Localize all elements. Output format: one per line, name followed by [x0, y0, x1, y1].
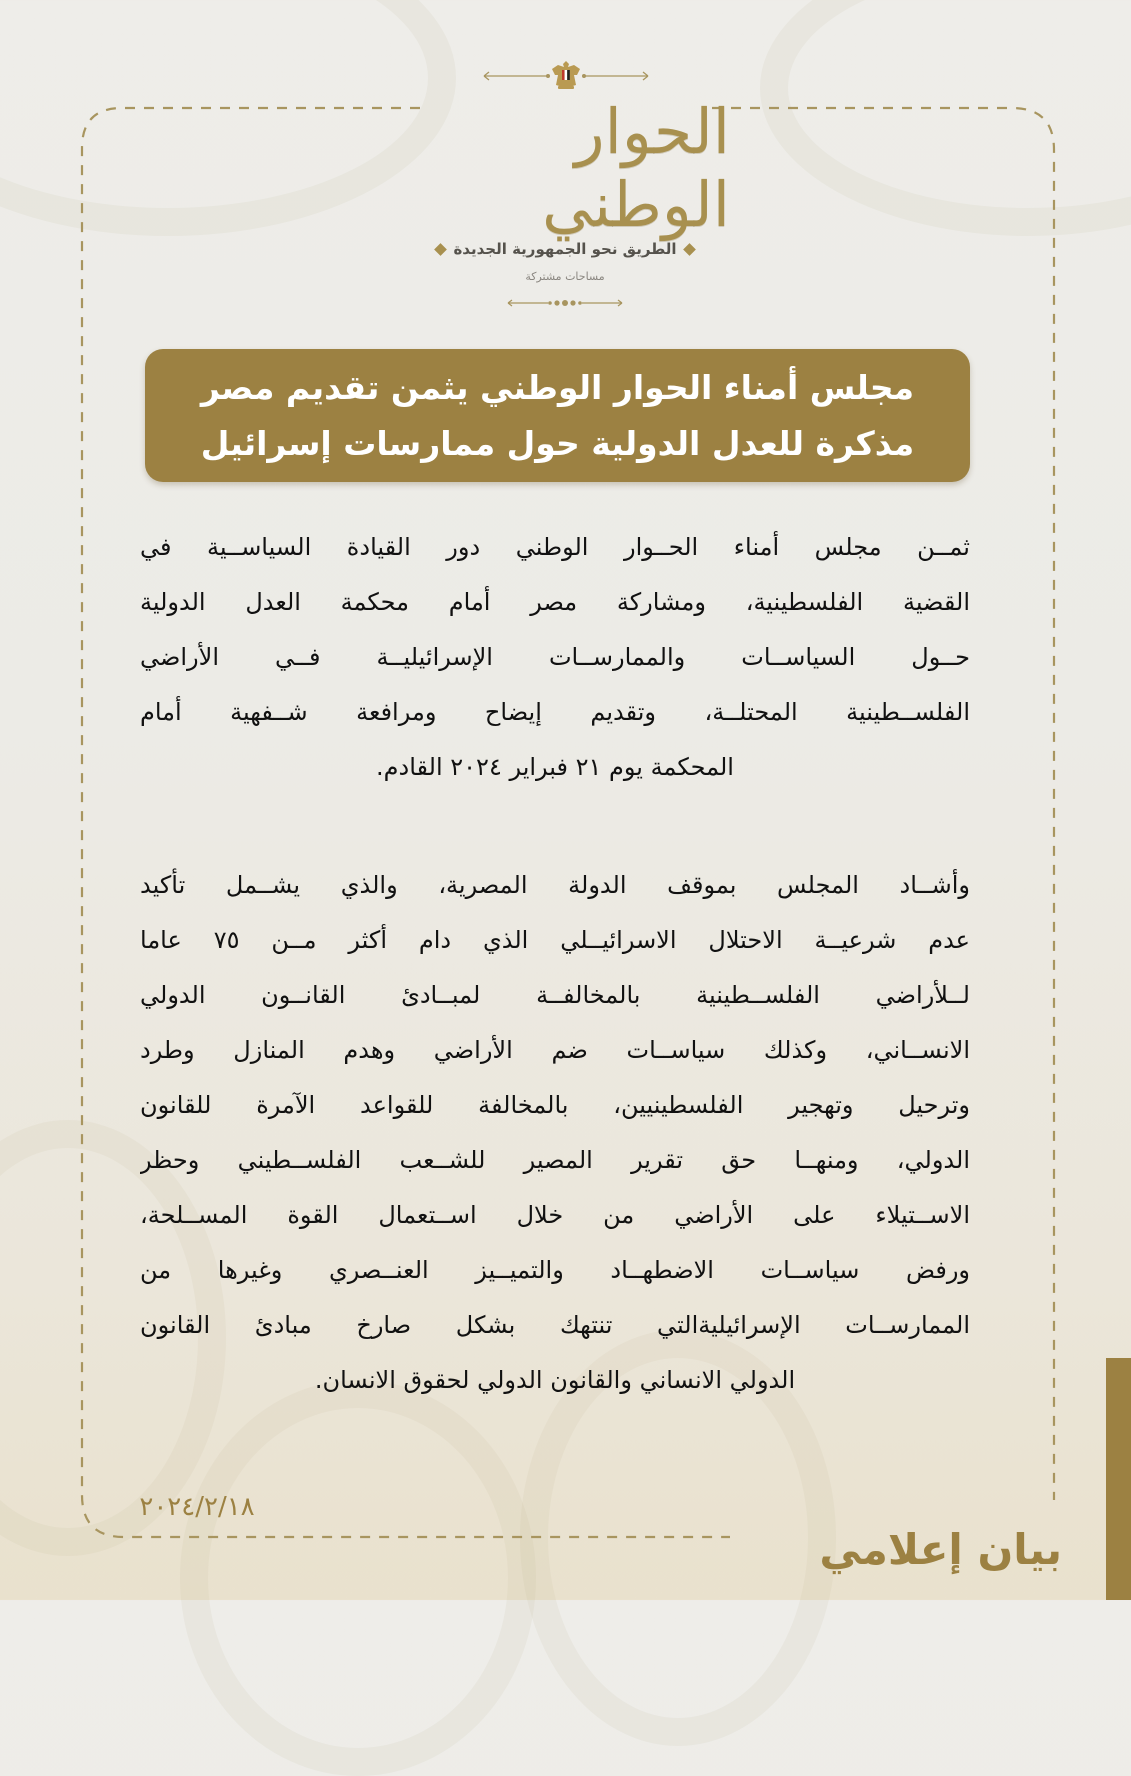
paragraph-line: وترحيل وتهجير الفلسطينيين، بالمخالفة للقواعد الآمرة للقانون [140, 1091, 970, 1119]
paragraph-2 [140, 858, 970, 1408]
diamond-icon [435, 243, 448, 256]
gold-side-bar [1106, 1358, 1131, 1600]
paragraph-line: عدم شرعيــة الاحتلال الاسرائيــلي الذي دام أكثر مــن ٧٥ عاما [140, 926, 970, 954]
paragraph-line: الانســاني، وكذلك سياســات ضم الأراضي وهدم المنازل وطرد [140, 1036, 970, 1064]
diamond-icon [683, 243, 696, 256]
release-date: ٢٠٢٤/٢/١٨ [139, 1492, 255, 1522]
headline-banner [145, 349, 970, 482]
national-dialogue-logo [400, 95, 730, 241]
tagline-text: الطريق نحو الجمهورية الجديدة [453, 240, 677, 258]
paragraph-line: الممارســات الإسرائيليةالتي تنتهك بشكل صارخ مبادئ القانون [140, 1311, 970, 1339]
emblem-ornament [470, 58, 662, 94]
paragraph-line: ورفض سياســات الاضطهــاد والتميــيز العنــصري وغيرها من [140, 1256, 970, 1284]
document-type-label: بيان إعلامي [819, 1525, 1062, 1574]
paragraph-line: حــول السياســات والممارســات الإسرائيليــة فــي الأراضي [140, 643, 970, 671]
headline-line: مذكرة للعدل الدولية حول ممارسات إسرائيل [200, 423, 915, 463]
paragraph-line: الفلســطينية المحتلــة، وتقديم إيضاح ومرافعة شــفهية أمام [140, 698, 970, 726]
paragraph-line: القضية الفلسطينية، ومشاركة مصر أمام محكمة العدل الدولية [140, 588, 970, 616]
logo-text: الحوار الوطني [542, 95, 730, 241]
sub-tagline: مساحات مشتركة [525, 270, 605, 283]
paragraph-line: الدولي الانساني والقانون الدولي لحقوق الانسان. [314, 1366, 796, 1394]
paragraph-line: ثمــن مجلس أمناء الحــوار الوطني دور القيادة السياســية في [140, 533, 970, 561]
paragraph-1 [140, 520, 970, 795]
headline-line: مجلس أمناء الحوار الوطني يثمن تقديم مصر [200, 367, 915, 407]
paragraph-line: المحكمة يوم ٢١ فبراير ٢٠٢٤ القادم. [376, 753, 734, 781]
paragraph-line: وأشــاد المجلس بموقف الدولة المصرية، والذي يشــمل تأكيد [140, 871, 970, 899]
paragraph-line: الاســتيلاء على الأراضي من خلال اســتعمال القوة المســلحة، [140, 1201, 970, 1229]
paragraph-line: الدولي، ومنهــا حق تقرير المصير للشــعب الفلســطيني وحظر [140, 1146, 970, 1174]
tagline [380, 236, 750, 262]
egypt-eagle-emblem-icon [470, 58, 662, 94]
dots-ornament-icon [500, 296, 630, 310]
paragraph-line: لــلأراضي الفلســطينية بالمخالفــة لمبــادئ القانــون الدولي [140, 981, 970, 1009]
